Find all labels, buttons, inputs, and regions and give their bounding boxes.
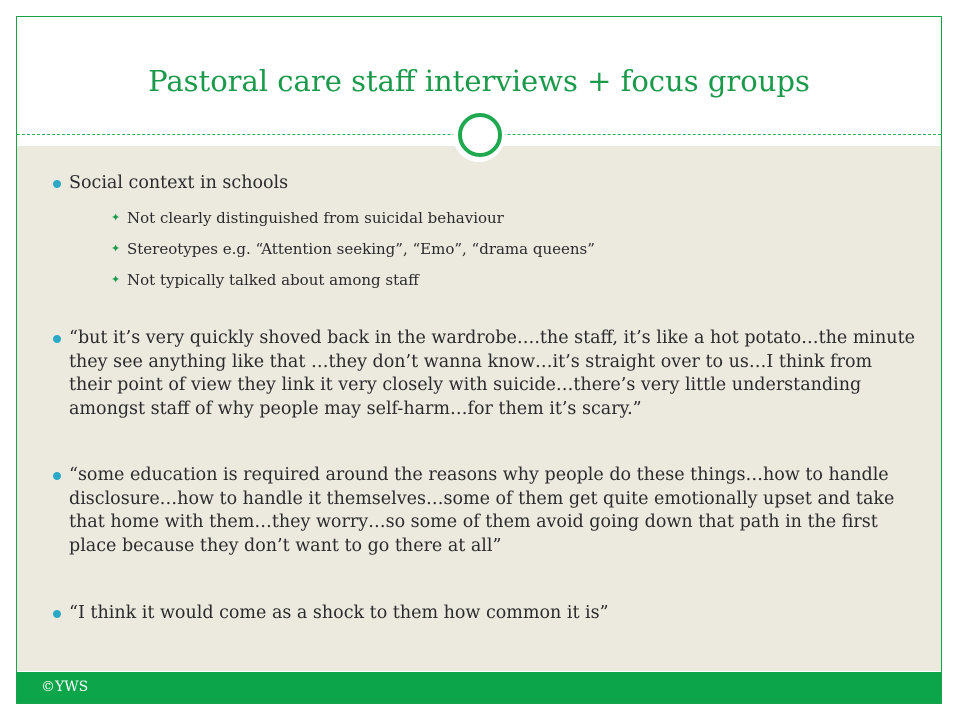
bullet-dot-icon [53,335,61,343]
footer-bar [17,672,941,704]
bullet-item [69,602,917,626]
bullet-dot-icon [53,472,61,480]
sub-bullet-text: Not typically talked about among staff [127,271,419,289]
star-bullet-icon: ✦ [111,211,121,224]
bullet-item [69,172,917,196]
bullet-dot-icon [53,610,61,618]
bullet-text: Social context in schools [69,173,289,193]
bullet-text: “some education is required around the reasons why people do these things…how to handle disclosure…how to handle it themselves…some of them get quite emotionally upset and take that home with them…they worry…so some of them avoid going down that path in the first place because they don’t want to go there at all” [69,465,895,556]
star-bullet-icon: ✦ [111,273,121,286]
sub-bullet-item [111,208,917,228]
bullet-text: “but it’s very quickly shoved back in the wardrobe….the staff, it’s like a hot potato…the minute they see anything like that …they don’t wanna know…it’s straight over to us…I think from their point of view they link it very closely with suicide…there’s very little understanding amongst staff of why people may self-harm…for them it’s scary.” [69,328,915,419]
bullet-text: “I think it would come as a shock to them how common it is” [69,603,609,623]
ring-ornament-icon [458,113,502,157]
bullet-item [69,464,917,558]
sub-bullet-item [111,270,917,290]
sub-bullet-item [111,239,917,259]
bullet-dot-icon [53,180,61,188]
sub-bullet-text: Stereotypes e.g. “Attention seeking”, “Emo”, “drama queens” [127,240,595,258]
footer-copyright: ©YWS [41,679,89,695]
sub-bullet-text: Not clearly distinguished from suicidal behaviour [127,209,504,227]
star-bullet-icon: ✦ [111,242,121,255]
slide-title: Pastoral care staff interviews + focus groups [148,64,810,98]
content-area [17,146,941,671]
bullet-item [69,327,917,421]
slide [16,16,942,704]
